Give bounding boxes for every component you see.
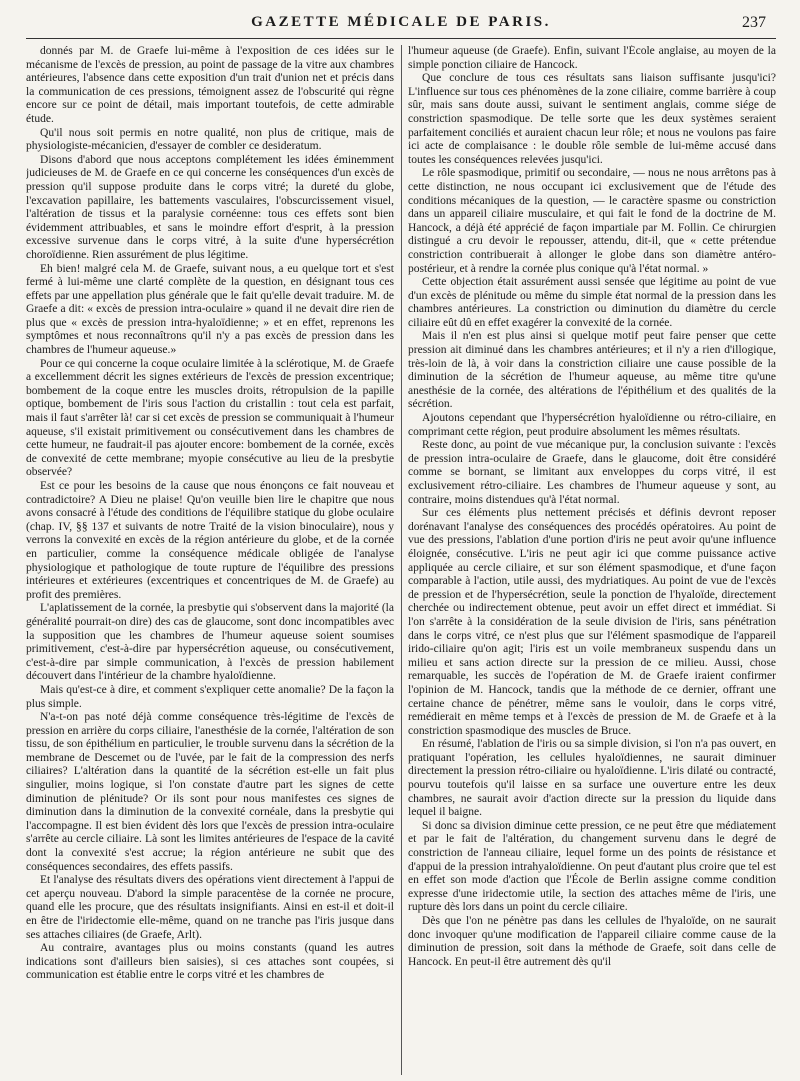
paragraph: Mais qu'est-ce à dire, et comment s'expliquer cette anomalie? De la façon la plus simple. [26,683,394,710]
paragraph: Et l'analyse des résultats divers des opérations vient directement à l'appui de cet aperçu nouveau. D'abord la simple paracentèse de la cornée ne procure, quand elle les procure, que des résultats insignifiants. Ainsi en est-il et doit-il en être de l'iridectomie elle-même, quand on ne tranche pas l'iris jusque dans ses attaches ciliaires (de Graefe, Arlt). [26,874,394,941]
paragraph: Qu'il nous soit permis en notre qualité, non plus de critique, mais de physiologiste-mécanicien, d'essayer de combler ce desideratum. [26,126,394,153]
paragraph: donnés par M. de Graefe lui-même à l'exposition de ces idées sur le mécanisme de l'excès de pression, au point de passage de la vitre aux chambres antérieures, l'absence dans cette exposition d'un trait d'union net et précis dans la communication de ces pressions, témoignent assez de l'obscurité qui règne encore sur ce point de détail, mais important toutefois, de cette admirable étude. [26,45,394,125]
paragraph: Que conclure de tous ces résultats sans liaison suffisante jusqu'ici? L'influence sur tous ces phénomènes de la zone ciliaire, comme barrière à coup sûr, mais sans doute aussi, suivant le sentiment anglais, comme siége de constriction spasmodique. De telle sorte que les deux systèmes seraient parfaitement conciliés et auraient chacun leur rôle; et nous ne voulons pas faire ici acte de complaisance : le double rôle semble de lui-même accusé dans toutes les conséquences relevées jusqu'ici. [408,72,776,166]
paragraph: Disons d'abord que nous acceptons complétement les idées éminemment judicieuses de M. de Graefe en ce qui concerne les conséquences d'un excès de pression qu'il suppose produite dans le corps vitré; la dureté du globe, l'excavation papillaire, les battements vasculaires, l'obscurcissement visuel, l'altération de tissus et la paralysie cornéenne: tous ces effets sont bien évidemment attribuables, et sans le moindre effort d'esprit, à la pression excessive survenue dans le corps vitré, à la suite d'une hypersécrétion choroïdienne. Rien assurément de plus légitime. [26,153,394,261]
header-rule [26,38,776,39]
journal-title: GAZETTE MÉDICALE DE PARIS. [251,14,551,30]
left-column [26,45,394,1075]
paragraph: Au contraire, avantages plus ou moins constants (quand les autres indications sont d'ailleurs bien saisies), si ces attaches sont coupées, si communication est établie entre le corps vitré et les chambres de [26,942,394,982]
paragraph: Si donc sa division diminue cette pression, ce ne peut être que médiatement et par le fait de l'altération, du changement survenu dans le degré de constriction de l'anneau ciliaire, lequel forme un des points de résistance et d'appui de la pression intrahyaloïdienne. On peut d'autant plus croire que tel est en effet son mode d'action que l'École de Berlin assigne comme condition expresse d'une iridectomie utile, la section des attaches même de l'iris, une rupture dès lors dans un point du cercle ciliaire. [408,819,776,914]
paragraph: N'a-t-on pas noté déjà comme conséquence très-légitime de l'excès de pression en arrière du corps ciliaire, l'anesthésie de la cornée, l'altération de son tissu, de son épithélium en particulier, le trouble survenu dans la sécrétion de la membrane de Descemet ou de l'uvée, par le fait de la compression des nerfs ciliaires? L'altération dans la quantité de la sécrétion est-elle un fait plus singulier, moins logique, si l'on constate d'autre part les signes de cette diminution de plénitude? Or ils sont pour nous manifestes ces signes de diminution dans la diminution de la convexité cornéale, dans la presbytie qui l'accompagne. Il est bien évident dès lors que l'excès de pression intra-oculaire s'arrête au cercle ciliaire. Là sont les limites antérieures de l'espace de la cavité dont la convexité s'est accrue; la région antérieure ne subit que des conséquences secondaires, des effets passifs. [26,711,394,873]
paragraph: Reste donc, au point de vue mécanique pur, la conclusion suivante : l'excès de pression intra-oculaire de Graefe, dans le glaucome, doit être considéré comme se bornant, se limitant aux enveloppes du corps vitré, il est exclusivement rétro-ciliaire. Les chambres de l'humeur aqueuse y sont, au contraire, moins distendues qu'à l'état normal. [408,439,776,506]
paragraph: En résumé, l'ablation de l'iris ou sa simple division, si l'on n'a pas ouvert, en pratiquant l'opération, les cellules hyaloïdiennes, ne saurait diminuer directement la pression rétro-ciliaire ou hyaloïdienne. L'iris dilaté ou contracté, pourvu toutefois qu'il laisse en sa surface une ouverture entre les deux chambres, ne saurait avoir d'action directe sur la pression du liquide dans lequel il baigne. [408,738,776,819]
page-number: 237 [742,14,766,31]
paragraph: Le rôle spasmodique, primitif ou secondaire, — nous ne nous arrêtons pas à cette distinction, ne nous occupant ici exclusivement que de l'étude des conditions mécaniques de la question, — le caractère spasme ou constriction dans un appareil ciliaire musculaire, et qui fait le fond de la doctrine de M. Hancock, a déjà été apprécié de façon impartiale par M. Follin. Ce chirurgien distingué a cru devoir le repousser, attendu, dit-il, que « cette prétendue constriction contribuerait à allonger le globe dans son diamètre antéro-postérieur, et à rendre la cornée plus conique qu'à l'état normal. » [408,167,776,275]
paragraph: Eh bien! malgré cela M. de Graefe, suivant nous, a eu quelque tort et s'est fermé à lui-même une clarté complète de la question, en désignant tous ces effets par une appellation plus générale que le fait qu'elle devait traduire. M. de Graefe a dit: « excès de pression intra-oculaire » quand il ne devait dire rien de plus que « excès de pression intra-hyaloïdienne; » et en effet, reprenons les symptômes et nous reconnaîtrons qu'il n'y a pas excès de pression dans les chambres de l'humeur aqueuse.» [26,262,394,357]
text-columns [26,45,776,1075]
paragraph: Dès que l'on ne pénètre pas dans les cellules de l'hyaloïde, on ne saurait donc invoquer qu'une modification de l'appareil ciliaire comme cause de la diminution de pression, soit dans la méthode de Graefe, soit dans celle de Hancock. En peut-il être autrement dès qu'il [408,915,776,968]
paragraph: Ajoutons cependant que l'hypersécrétion hyaloïdienne ou rétro-ciliaire, en comprimant cette région, peut produire absolument les mêmes résultats. [408,412,776,438]
paragraph: Pour ce qui concerne la coque oculaire limitée à la sclérotique, M. de Graefe a excellemment décrit les signes extérieurs de l'excès de pression excentrique; bombement de la coque entre les muscles droits, rétropulsion de la papille optique, bombement de l'iris sous l'action du cristallin : tout cela est parfait, mais il faut s'arrêter là! car si cet excès de pression se communiquait à l'humeur aqueuse, s'il existait primitivement ou consécutivement dans les chambres de cette humeur, ne faudrait-il pas ajouter encore: bombement de la cornée, excès de convexité de cette membrane; myopie consécutive au lieu de la presbytie observée? [26,357,394,479]
paragraph: l'humeur aqueuse (de Graefe). Enfin, suivant l'École anglaise, au moyen de la simple ponction ciliaire de Hancock. [408,45,776,71]
paragraph: L'aplatissement de la cornée, la presbytie qui s'observent dans la majorité (la généralité pourrait-on dire) des cas de glaucome, sont donc incompatibles avec la supposition que les chambres de l'humeur aqueuse soient soumises primitivement, c'est-à-dire par hypersécrétion aqueuse, ou consécutivement, c'est-à-dire par simple communication, à l'excès de pression habilement découvert dans l'intérieur de la chambre hyaloïdienne. [26,602,394,683]
paragraph: Sur ces éléments plus nettement précisés et définis devront reposer dorénavant l'analyse des conséquences des procédés opératoires. Au point de vue des pressions, l'ablation d'une portion d'iris ne peut avoir qu'une influence éloignée, consécutive. L'iris ne peut agir ici que comme puissance active appliquée au cercle ciliaire, et sur son élément spasmodique, et d'une façon comparable à l'action, utile aussi, des mydriatiques. Au point de vue de l'excès de pression et de l'hypersécrétion, seule la ponction de l'hyaloïde, directement cherchée ou indirectement obtenue, peut avoir un effet direct et immédiat. Si l'on s'arrête à la considération de la seule division de l'iris, sans pénétration dans le corps vitré, ce n'est plus que sur l'élément spasmodique de l'appareil irido-ciliaire qu'on agit; l'iris est un voile membraneux suspendu dans un milieu et sans action directe sur la pression de ce milieu. Aussi, chose remarquable, les succès de l'opération de M. de Graefe iraient confirmer l'opinion de M. Hancock, tandis que la méthode de ce dernier, offrant une certaine chance de pénétrer, même sans le vouloir, dans le corps vitré, remédierait en même temps et à l'excès de pression de M. de Graefe et à la constriction spasmodique des muscles de Bruce. [408,507,776,737]
paragraph: Mais il n'en est plus ainsi si quelque motif peut faire penser que cette pression ait diminué dans les chambres antérieures; et il n'y a rien d'illogique, très-loin de là, à voir dans la constriction ciliaire une cause possible de la diminution de la sécrétion de l'humeur aqueuse, au même titre qu'une anesthésie de la cornée, des altérations de l'épithélium et des qualités de la sécrétion. [408,330,776,411]
right-column [408,45,776,1075]
page-header [26,12,776,36]
paragraph: Est ce pour les besoins de la cause que nous énonçons ce fait nouveau et contradictoire? A Dieu ne plaise! Qu'on veuille bien lire le chapitre que nous avons consacré à l'étude des conditions de l'équilibre statique du globe oculaire (chap. IV, §§ 137 et suivants de notre Traité de la vision binoculaire), nous y verrons la convexité en excès de la région antérieure du globe, et de la cornée en particulier, comme la conséquence médicale obligée de l'analyse physiologique et pathologique de toute rupture de l'équilibre des pressions intérieures et extérieures (excentriques et concentriques de M. de Graefe) au profit des premières. [26,480,394,601]
column-divider [401,45,402,1075]
paragraph: Cette objection était assurément aussi sensée que légitime au point de vue d'un excès de plénitude ou même du simple état normal de la pression dans les chambres antérieures. La constriction ou diminution du diamètre du cercle ciliaire eût dû en effet exagérer la convexité de la cornée. [408,276,776,329]
